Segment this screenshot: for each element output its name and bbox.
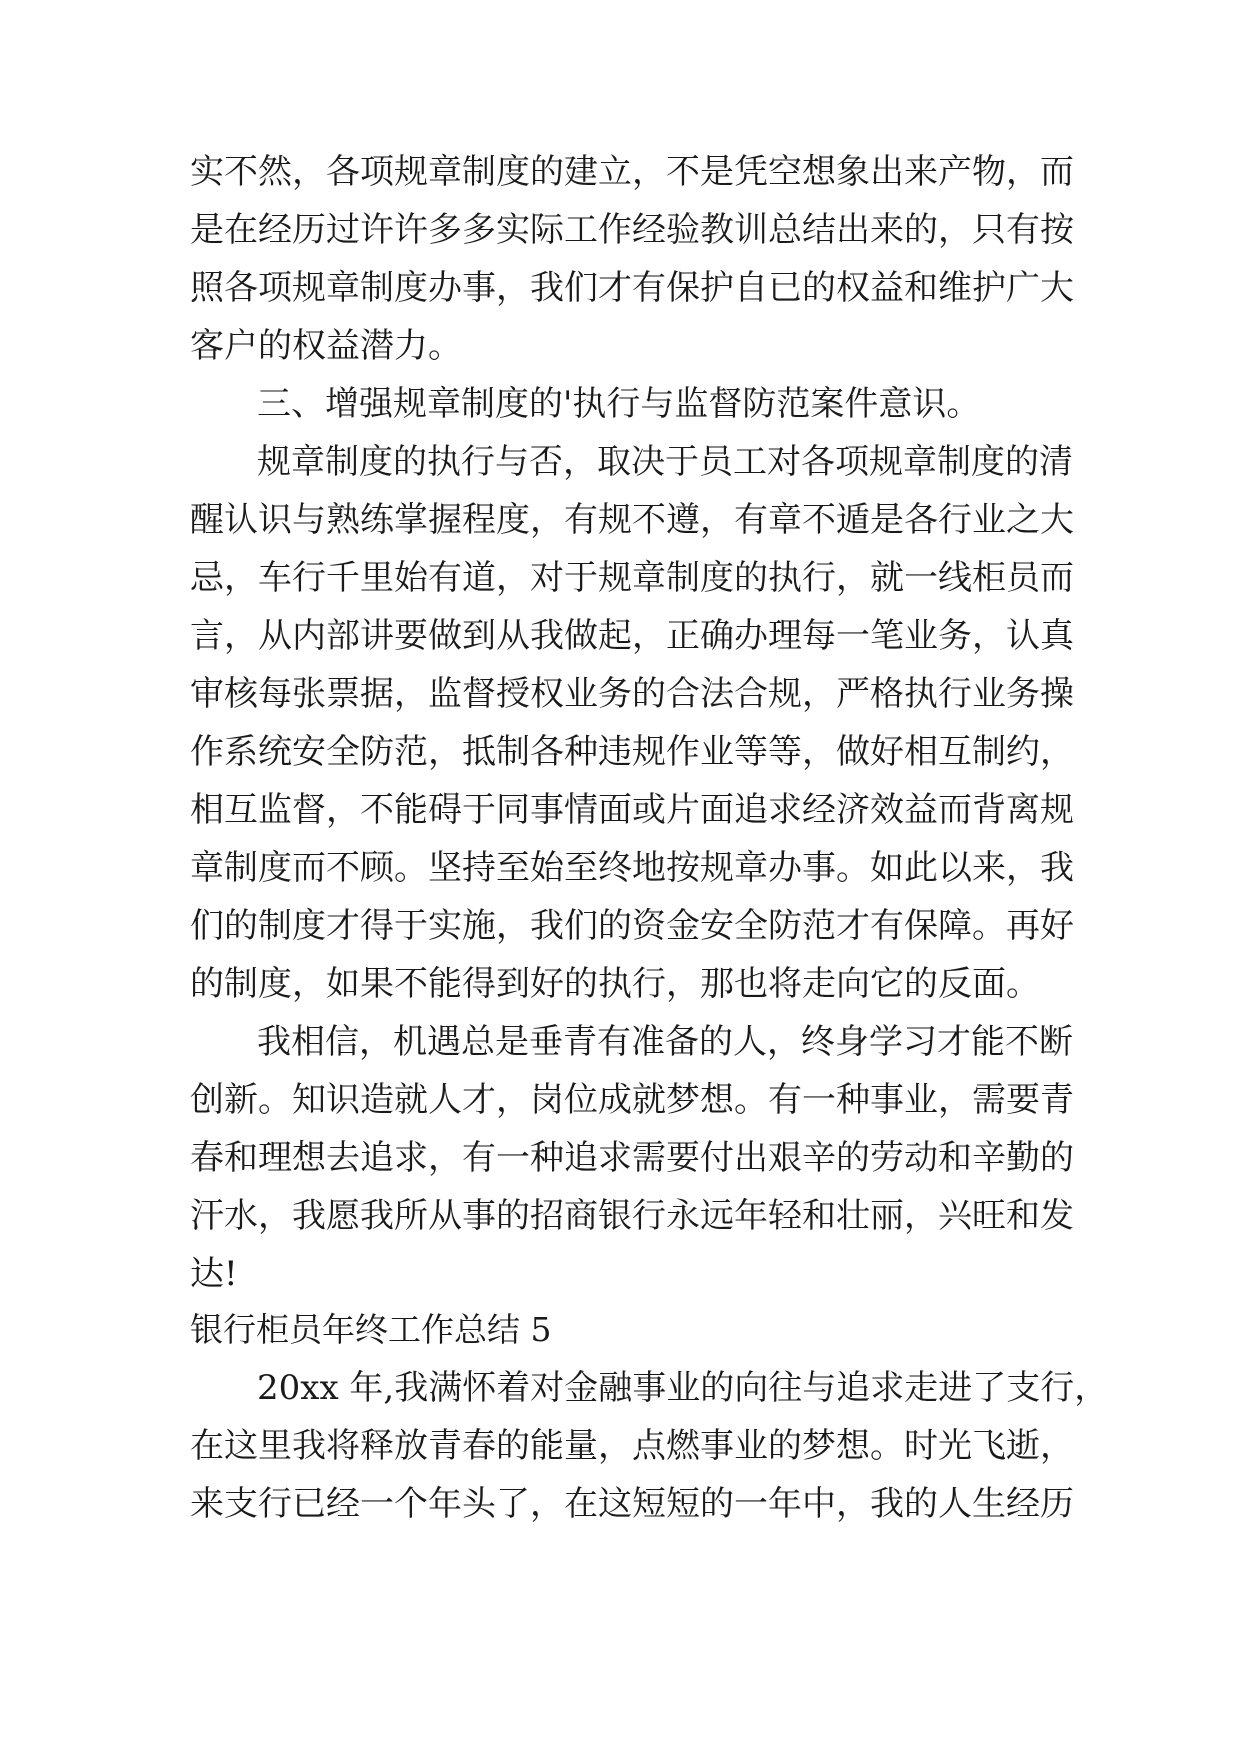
- text-line: 来支行已经一个年头了，在这短短的一年中，我的人生经历: [190, 1484, 1074, 1524]
- text-line: 20xx 年,我满怀着对金融事业的向往与追求走进了支行，: [257, 1368, 1109, 1408]
- text-line: 照各项规章制度办事，我们才有保护自已的权益和维护广大: [190, 268, 1074, 308]
- text-line: 是在经历过许许多多实际工作经验教训总结出来的，只有按: [190, 210, 1074, 250]
- text-line: 审核每张票据，监督授权业务的合法合规，严格执行业务操: [190, 674, 1074, 714]
- text-line: 相互监督，不能碍于同事情面或片面追求经济效益而背离规: [190, 790, 1074, 830]
- text-line: 春和理想去追求，有一种追求需要付出艰辛的劳动和辛勤的: [190, 1138, 1074, 1178]
- text-line: 我相信，机遇总是垂青有准备的人，终身学习才能不断: [257, 1022, 1073, 1062]
- text-line: 们的制度才得于实施，我们的资金安全防范才有保障。再好: [190, 906, 1074, 946]
- text-line: 客户的权益潜力。: [190, 326, 462, 366]
- text-line: 达!: [190, 1254, 238, 1294]
- text-line: 章制度而不顾。坚持至始至终地按规章办事。如此以来，我: [190, 848, 1074, 888]
- text-line: 在这里我将释放青春的能量，点燃事业的梦想。时光飞逝，: [190, 1426, 1074, 1466]
- text-line: 规章制度的执行与否，取决于员工对各项规章制度的清: [257, 442, 1073, 482]
- section-heading: 三、增强规章制度的'执行与监督防范案件意识。: [257, 384, 981, 424]
- text-line: 忌，车行千里始有道，对于规章制度的执行，就一线柜员而: [190, 558, 1074, 598]
- text-line: 实不然，各项规章制度的建立，不是凭空想象出来产物，而: [190, 152, 1074, 192]
- text-line: 创新。知识造就人才，岗位成就梦想。有一种事业，需要青: [190, 1080, 1074, 1120]
- text-line: 的制度，如果不能得到好的执行，那也将走向它的反面。: [190, 964, 1040, 1004]
- text-line: 言，从内部讲要做到从我做起，正确办理每一笔业务，认真: [190, 616, 1074, 656]
- text-line: 作系统安全防范，抵制各种违规作业等等，做好相互制约，: [190, 732, 1074, 772]
- text-line: 醒认识与熟练掌握程度，有规不遵，有章不遁是各行业之大: [190, 500, 1074, 540]
- section-title: 银行柜员年终工作总结 5: [190, 1310, 552, 1349]
- text-line: 汗水，我愿我所从事的招商银行永远年轻和壮丽，兴旺和发: [190, 1196, 1074, 1236]
